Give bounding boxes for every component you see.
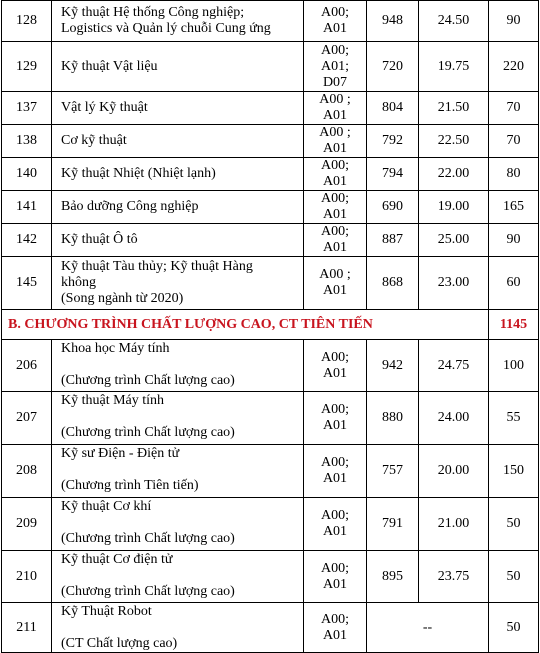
program-note: (Chương trình Chất lượng cao) xyxy=(61,531,235,546)
quota-value: 942 xyxy=(367,340,419,392)
program-code: 137 xyxy=(2,92,52,125)
program-code: 128 xyxy=(2,1,52,42)
subject-combo xyxy=(304,1,367,42)
quota-value: 791 xyxy=(367,498,419,551)
program-name xyxy=(52,158,304,191)
subject-combo xyxy=(304,42,367,92)
subject: A00; xyxy=(321,560,349,576)
program-name-line: không xyxy=(61,275,96,290)
score-value: 23.00 xyxy=(419,257,489,310)
program-code: 209 xyxy=(2,498,52,551)
quota-value: 880 xyxy=(367,392,419,445)
score-value: 23.75 xyxy=(419,551,489,603)
table-body-c xyxy=(2,603,539,653)
score-value: 21.00 xyxy=(419,498,489,551)
program-code: 142 xyxy=(2,224,52,257)
table-row xyxy=(2,445,539,498)
subject: A01 xyxy=(322,240,348,255)
subject: A01 xyxy=(322,207,348,222)
table-row xyxy=(2,42,539,92)
table-body-b xyxy=(2,340,539,603)
table-row xyxy=(2,551,539,603)
table-row xyxy=(2,340,539,392)
program-name xyxy=(52,498,304,551)
subject: A00; xyxy=(321,455,349,470)
score-value: 24.50 xyxy=(419,1,489,42)
subject: A00; xyxy=(321,224,349,239)
table-row xyxy=(2,603,539,653)
count-value: 80 xyxy=(489,158,539,191)
program-code: 145 xyxy=(2,257,52,310)
subject: A01 xyxy=(322,524,348,539)
program-name xyxy=(52,392,304,445)
score-value: 20.00 xyxy=(419,445,489,498)
count-value: 90 xyxy=(489,224,539,257)
program-code: 206 xyxy=(2,340,52,392)
program-name xyxy=(52,125,304,158)
program-name xyxy=(52,1,304,42)
count-value: 55 xyxy=(489,392,539,445)
score-value: 25.00 xyxy=(419,224,489,257)
program-name xyxy=(52,92,304,125)
score-value: 24.00 xyxy=(419,392,489,445)
subject-combo xyxy=(304,445,367,498)
program-code: 141 xyxy=(2,191,52,224)
subject: A01 xyxy=(322,174,348,189)
table-body-a xyxy=(2,1,539,340)
section-total: 1145 xyxy=(489,310,539,340)
subject: D07 xyxy=(322,74,348,90)
count-value: 50 xyxy=(489,551,539,603)
subject-combo xyxy=(304,257,367,310)
table-row xyxy=(2,392,539,445)
program-name-line: Kỹ thuật Máy tính xyxy=(61,393,165,408)
section-header xyxy=(2,310,539,340)
program-name xyxy=(52,257,304,310)
table-row xyxy=(2,257,539,310)
quota-value: 690 xyxy=(367,191,419,224)
program-name xyxy=(52,191,304,224)
subject-combo xyxy=(304,603,367,653)
program-name-line: Kỹ thuật Nhiệt (Nhiệt lạnh) xyxy=(61,166,216,181)
quota-value: 804 xyxy=(367,92,419,125)
program-name-line: Kỹ thuật Vật liệu xyxy=(61,58,158,74)
subject: A00; xyxy=(321,42,349,58)
program-name-line: Vật lý Kỹ thuật xyxy=(61,100,148,115)
program-name-line: Kỹ thuật Cơ điện tử xyxy=(61,552,173,567)
program-name-line: Kỹ sư Điện - Điện tử xyxy=(61,446,180,461)
program-code: 210 xyxy=(2,551,52,603)
subject-combo xyxy=(304,498,367,551)
subject-combo xyxy=(304,340,367,392)
subject: A00; xyxy=(321,402,349,417)
table-row xyxy=(2,1,539,42)
program-name-line: Cơ kỹ thuật xyxy=(61,133,127,148)
subject-combo xyxy=(304,191,367,224)
program-code: 211 xyxy=(2,603,52,653)
program-code: 129 xyxy=(2,42,52,92)
count-value: 70 xyxy=(489,125,539,158)
count-value: 50 xyxy=(489,603,539,653)
count-value: 70 xyxy=(489,92,539,125)
subject-combo xyxy=(304,125,367,158)
count-value: 90 xyxy=(489,1,539,42)
table-row xyxy=(2,125,539,158)
score-value: 19.00 xyxy=(419,191,489,224)
subject: A00; xyxy=(321,611,349,627)
program-name xyxy=(52,603,304,653)
quota-value: 868 xyxy=(367,257,419,310)
subject: A00; xyxy=(321,191,349,206)
quota-value: 887 xyxy=(367,224,419,257)
subject: A01; xyxy=(321,58,349,74)
subject: A01 xyxy=(322,283,348,298)
program-code: 138 xyxy=(2,125,52,158)
quota-value: 895 xyxy=(367,551,419,603)
program-name-line: (Song ngành từ 2020) xyxy=(61,291,184,306)
program-note: (Chương trình Chất lượng cao) xyxy=(61,425,235,440)
score-value: 19.75 xyxy=(419,42,489,92)
program-code: 207 xyxy=(2,392,52,445)
section-title: B. CHƯƠNG TRÌNH CHẤT LƯỢNG CAO, CT TIÊN TIẾN xyxy=(2,310,489,340)
subject: A01 xyxy=(322,418,348,433)
subject: A01 xyxy=(322,471,348,486)
table-row xyxy=(2,191,539,224)
table-row xyxy=(2,498,539,551)
program-code: 140 xyxy=(2,158,52,191)
subject-combo xyxy=(304,392,367,445)
program-note: (Chương trình Chất lượng cao) xyxy=(61,584,235,599)
quota-value: 720 xyxy=(367,42,419,92)
score-value: 22.50 xyxy=(419,125,489,158)
subject: A01 xyxy=(322,576,348,592)
quota-value: 757 xyxy=(367,445,419,498)
program-code: 208 xyxy=(2,445,52,498)
subject: A01 xyxy=(322,108,348,123)
count-value: 150 xyxy=(489,445,539,498)
program-name xyxy=(52,445,304,498)
quota-value: 792 xyxy=(367,125,419,158)
subject: A00 ; xyxy=(319,92,351,107)
count-value: 165 xyxy=(489,191,539,224)
table-row xyxy=(2,158,539,191)
score-value: 22.00 xyxy=(419,158,489,191)
program-name-line: Khoa học Máy tính xyxy=(61,341,170,356)
count-value: 50 xyxy=(489,498,539,551)
subject-combo xyxy=(304,551,367,603)
subject: A00; xyxy=(321,5,349,20)
subject-combo xyxy=(304,224,367,257)
subject-combo xyxy=(304,92,367,125)
program-note: (Chương trình Chất lượng cao) xyxy=(61,373,235,388)
program-name-line: Kỹ thuật Hệ thống Công nghiệp; xyxy=(61,5,245,20)
subject: A01 xyxy=(322,141,348,156)
program-name xyxy=(52,42,304,92)
program-note: (CT Chất lượng cao) xyxy=(61,636,178,651)
merged-value: -- xyxy=(367,603,489,653)
program-name-line: Bảo dưỡng Công nghiệp xyxy=(61,199,199,214)
admission-table xyxy=(1,0,539,653)
subject: A00; xyxy=(321,508,349,523)
count-value: 60 xyxy=(489,257,539,310)
count-value: 220 xyxy=(489,42,539,92)
program-name xyxy=(52,224,304,257)
program-name-line: Kỹ Thuật Robot xyxy=(61,604,152,619)
count-value: 100 xyxy=(489,340,539,392)
subject: A01 xyxy=(322,21,348,36)
quota-value: 794 xyxy=(367,158,419,191)
program-note: (Chương trình Tiên tiến) xyxy=(61,478,199,493)
program-name xyxy=(52,551,304,603)
subject: A00 ; xyxy=(319,267,351,282)
quota-value: 948 xyxy=(367,1,419,42)
table-row xyxy=(2,92,539,125)
subject: A01 xyxy=(322,365,348,381)
table-row xyxy=(2,224,539,257)
score-value: 24.75 xyxy=(419,340,489,392)
subject: A00; xyxy=(321,158,349,173)
program-name-line: Kỹ thuật Cơ khí xyxy=(61,499,152,514)
program-name xyxy=(52,340,304,392)
program-name-line: Logistics và Quản lý chuỗi Cung ứng xyxy=(61,21,271,36)
subject-combo xyxy=(304,158,367,191)
program-name-line: Kỹ thuật Ô tô xyxy=(61,232,138,247)
score-value: 21.50 xyxy=(419,92,489,125)
subject: A00; xyxy=(321,349,349,365)
subject: A00 ; xyxy=(319,125,351,140)
subject: A01 xyxy=(322,627,348,643)
program-name-line: Kỹ thuật Tàu thủy; Kỹ thuật Hàng xyxy=(61,259,253,274)
